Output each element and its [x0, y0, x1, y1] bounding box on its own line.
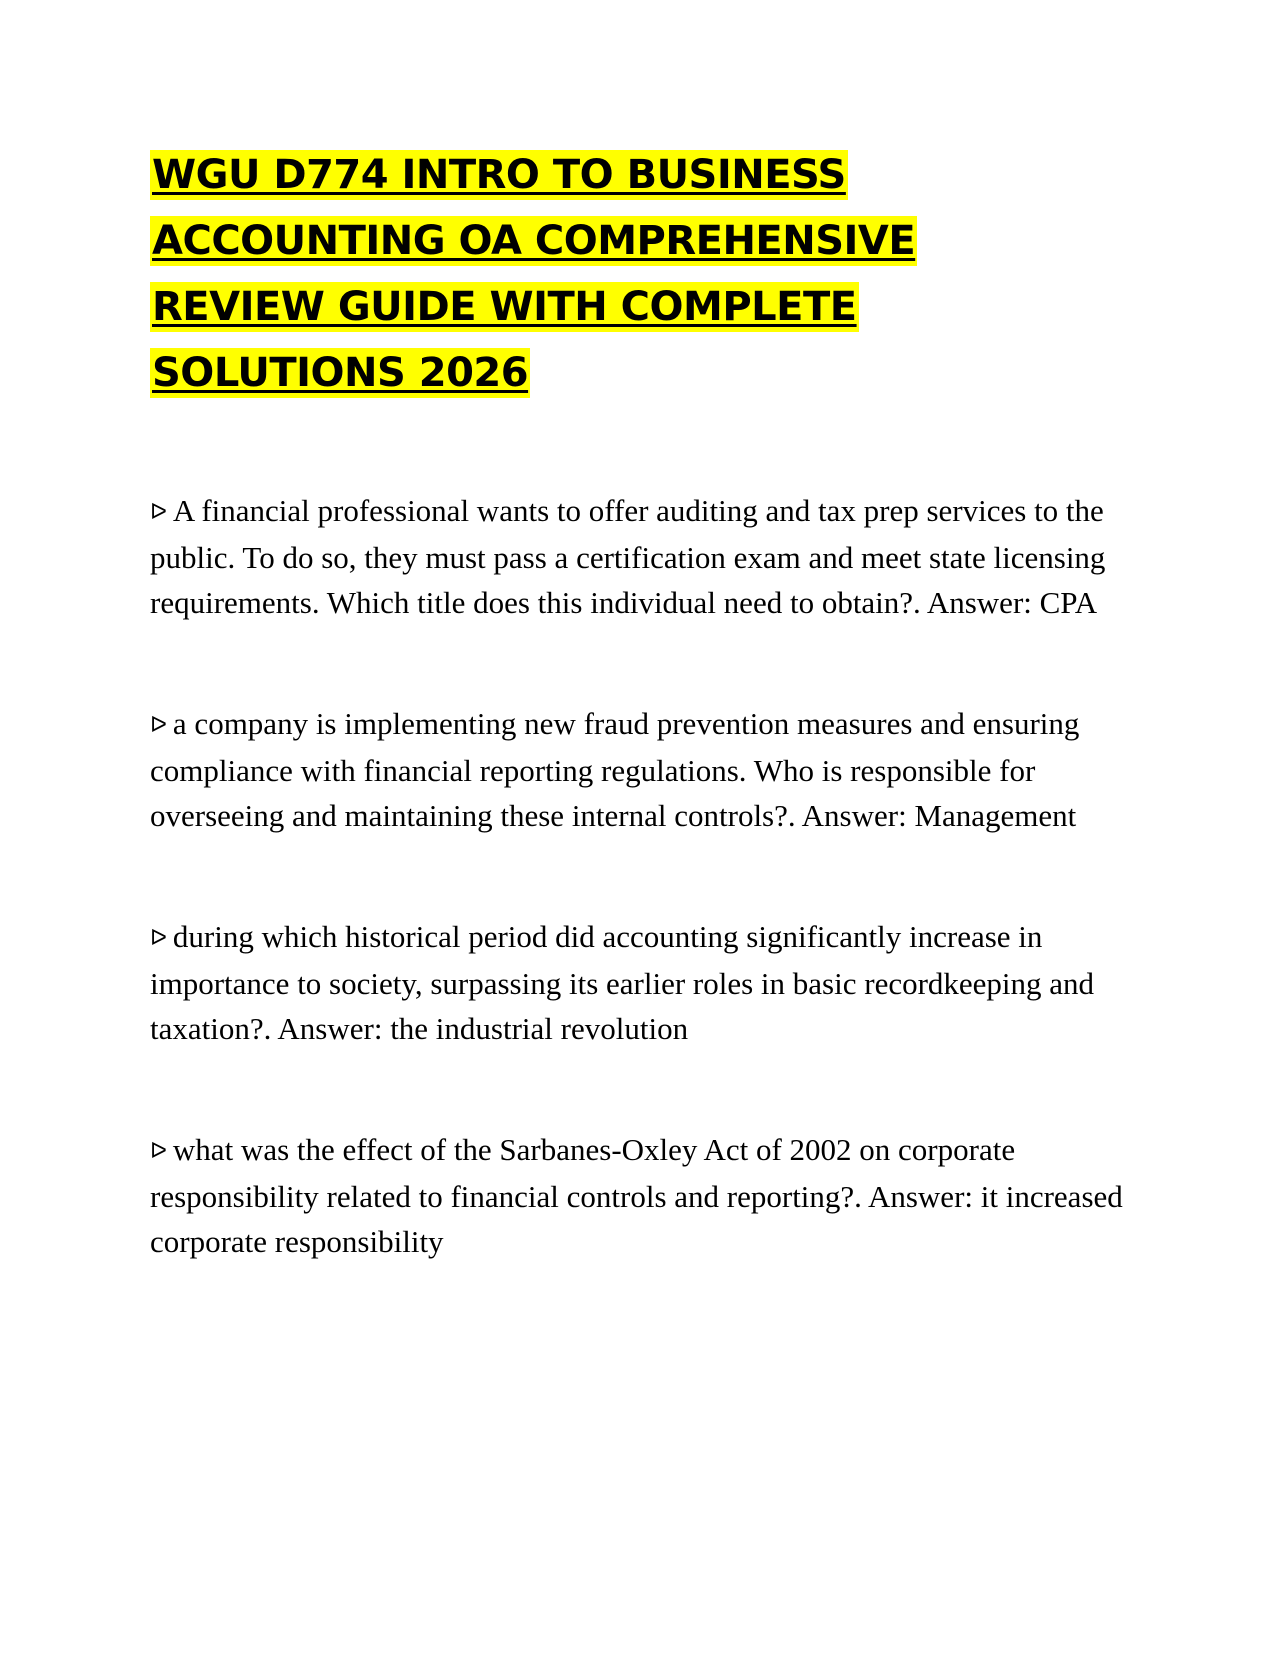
title-line-text: WGU D774 INTRO TO BUSINESS: [152, 152, 846, 198]
question-answer-item: [150, 1127, 1130, 1264]
question-answer-text: a company is implementing new fraud prevention measures and ensuring compliance with financial reporting regulations. Who is responsible for overseeing and maintaining these internal controls?. Answer: Management: [150, 706, 1080, 833]
title-line: [150, 216, 1130, 282]
triangle-bullet-icon: ᐅ: [150, 1139, 167, 1164]
title-line-text: REVIEW GUIDE WITH COMPLETE: [152, 284, 857, 330]
triangle-bullet-icon: ᐅ: [150, 926, 167, 951]
question-answer-text: A financial professional wants to offer auditing and tax prep services to the public. To do so, they must pass a certification exam and meet state licensing requirements. Which title does this individual need to obtain?. Answer: CPA: [150, 493, 1106, 620]
triangle-bullet-icon: ᐅ: [150, 713, 167, 738]
document-title: [150, 150, 1130, 414]
question-answer-text: during which historical period did accounting significantly increase in importance to society, surpassing its earlier roles in basic recordkeeping and taxation?. Answer: the industrial revolution: [150, 919, 1095, 1046]
title-line-text: ACCOUNTING OA COMPREHENSIVE: [152, 218, 916, 264]
title-line-text: SOLUTIONS 2026: [152, 350, 529, 396]
question-answer-item: [150, 701, 1130, 838]
title-line: [150, 348, 1130, 414]
question-answer-item: [150, 488, 1130, 625]
title-line: [150, 282, 1130, 348]
triangle-bullet-icon: ᐅ: [150, 500, 167, 525]
question-answer-text: what was the effect of the Sarbanes-Oxley Act of 2002 on corporate responsibility related to financial controls and reporting?. Answer: it increased corporate responsibility: [150, 1132, 1123, 1259]
question-answer-list: [150, 488, 1130, 1264]
title-line: [150, 150, 1130, 216]
question-answer-item: [150, 914, 1130, 1051]
